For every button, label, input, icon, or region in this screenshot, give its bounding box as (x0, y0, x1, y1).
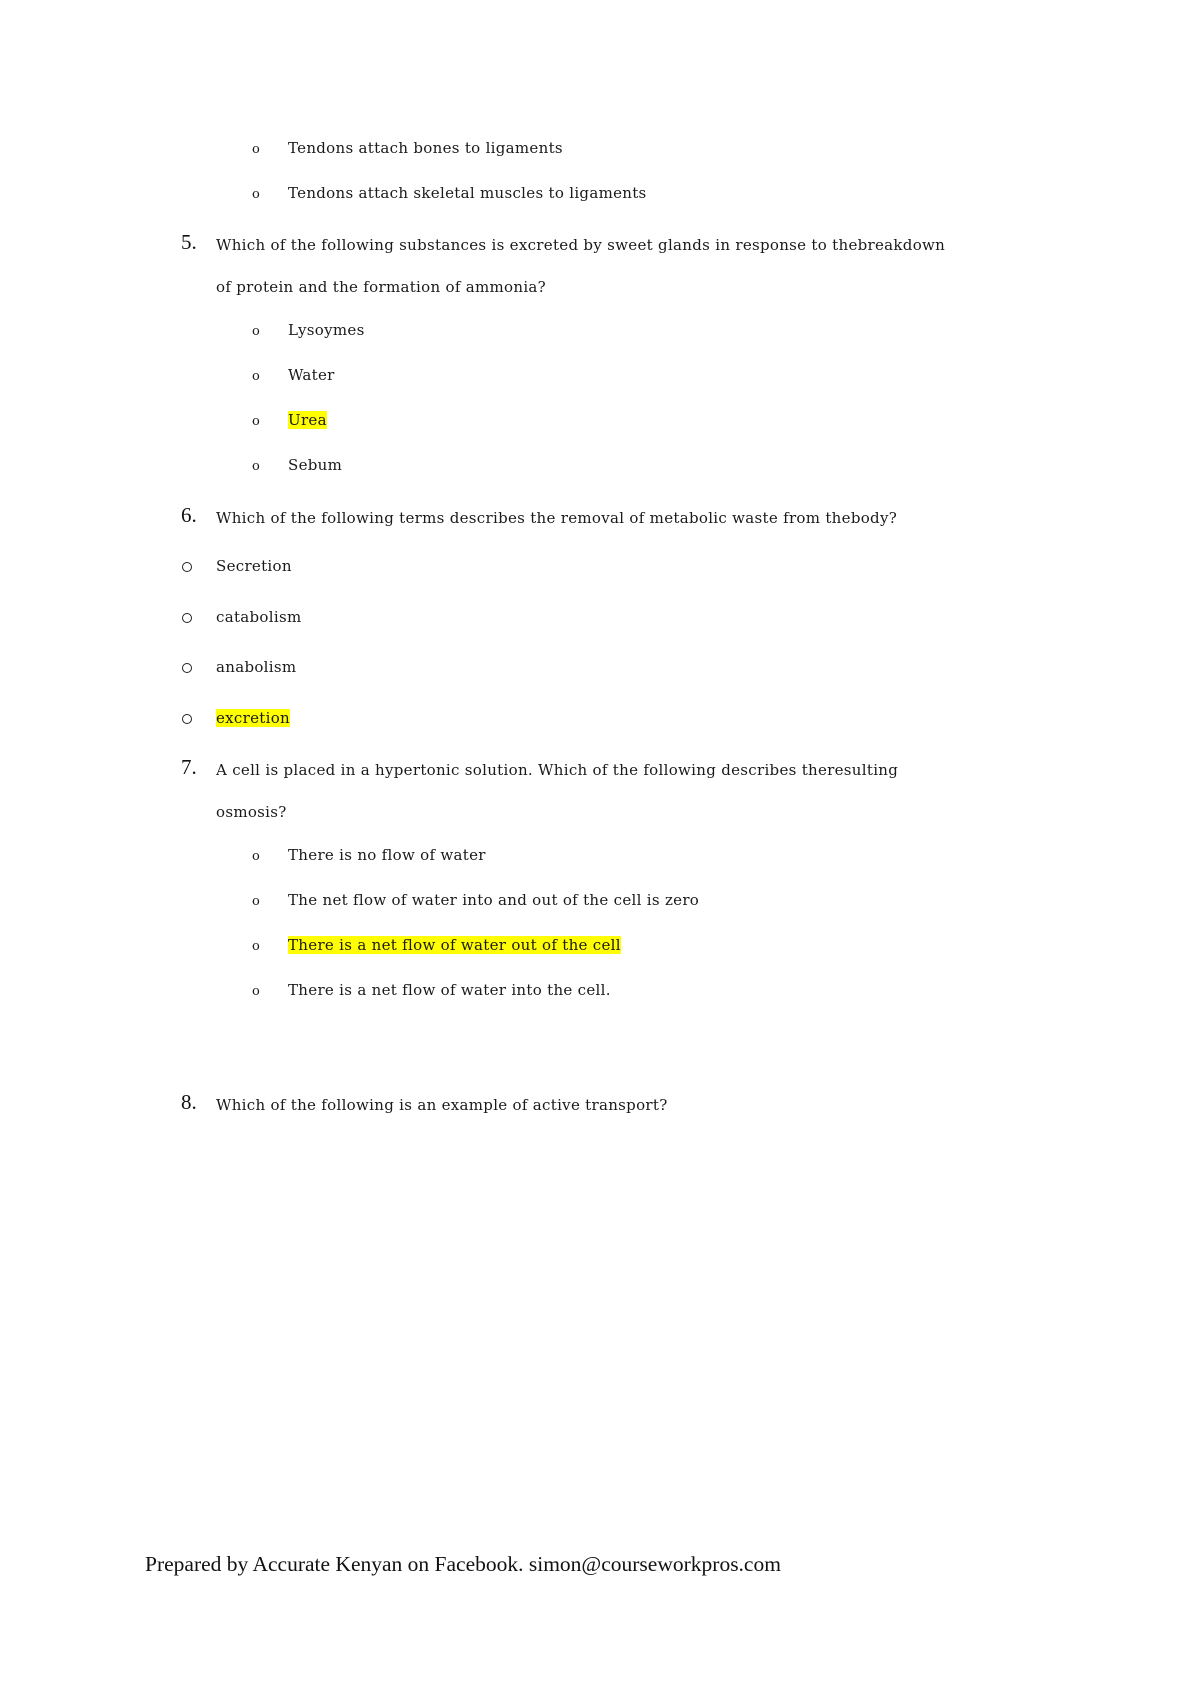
option-bullet: o (252, 894, 260, 909)
radio-circle-icon (182, 613, 192, 623)
option-bullet: o (252, 939, 260, 954)
question-number: 5. (181, 230, 197, 254)
option-bullet: o (252, 459, 260, 474)
option-bullet: o (252, 187, 260, 202)
option-text: Tendons attach bones to ligaments (288, 139, 563, 157)
option-text: anabolism (216, 658, 297, 676)
option-bullet: o (252, 369, 260, 384)
question-text: Which of the following substances is excreted by sweet glands in response to thebreakdown (216, 236, 946, 254)
option-bullet: o (252, 849, 260, 864)
correct-answer-highlight: excretion (216, 709, 291, 727)
page-footer: Prepared by Accurate Kenyan on Facebook. simon@courseworkpros.com (145, 1552, 781, 1576)
option-bullet: o (252, 984, 260, 999)
question-number: 8. (181, 1090, 197, 1114)
option-text: Water (288, 366, 335, 384)
option-text: Tendons attach skeletal muscles to ligaments (288, 184, 647, 202)
question-text: osmosis? (216, 803, 287, 821)
radio-circle-icon (182, 663, 192, 673)
radio-circle-icon (182, 714, 192, 724)
option-bullet: o (252, 142, 260, 157)
correct-answer-highlight: There is a net flow of water out of the cell (288, 936, 621, 954)
option-bullet: o (252, 324, 260, 339)
option-bullet: o (252, 414, 260, 429)
question-text: Which of the following terms describes the removal of metabolic waste from thebody? (216, 509, 898, 527)
radio-circle-icon (182, 562, 192, 572)
option-text: Secretion (216, 557, 292, 575)
option-text: The net flow of water into and out of the cell is zero (288, 891, 700, 909)
question-number: 7. (181, 755, 197, 779)
option-text: There is a net flow of water into the cell. (288, 981, 611, 999)
question-text: A cell is placed in a hypertonic solution. Which of the following describes theresulting (216, 761, 899, 779)
question-number: 6. (181, 503, 197, 527)
question-text: Which of the following is an example of active transport? (216, 1096, 668, 1114)
option-text: There is no flow of water (288, 846, 486, 864)
option-text: catabolism (216, 608, 302, 626)
option-text: Sebum (288, 456, 343, 474)
option-text: Lysoymes (288, 321, 365, 339)
correct-answer-highlight: Urea (288, 411, 327, 429)
question-text: of protein and the formation of ammonia? (216, 278, 547, 296)
